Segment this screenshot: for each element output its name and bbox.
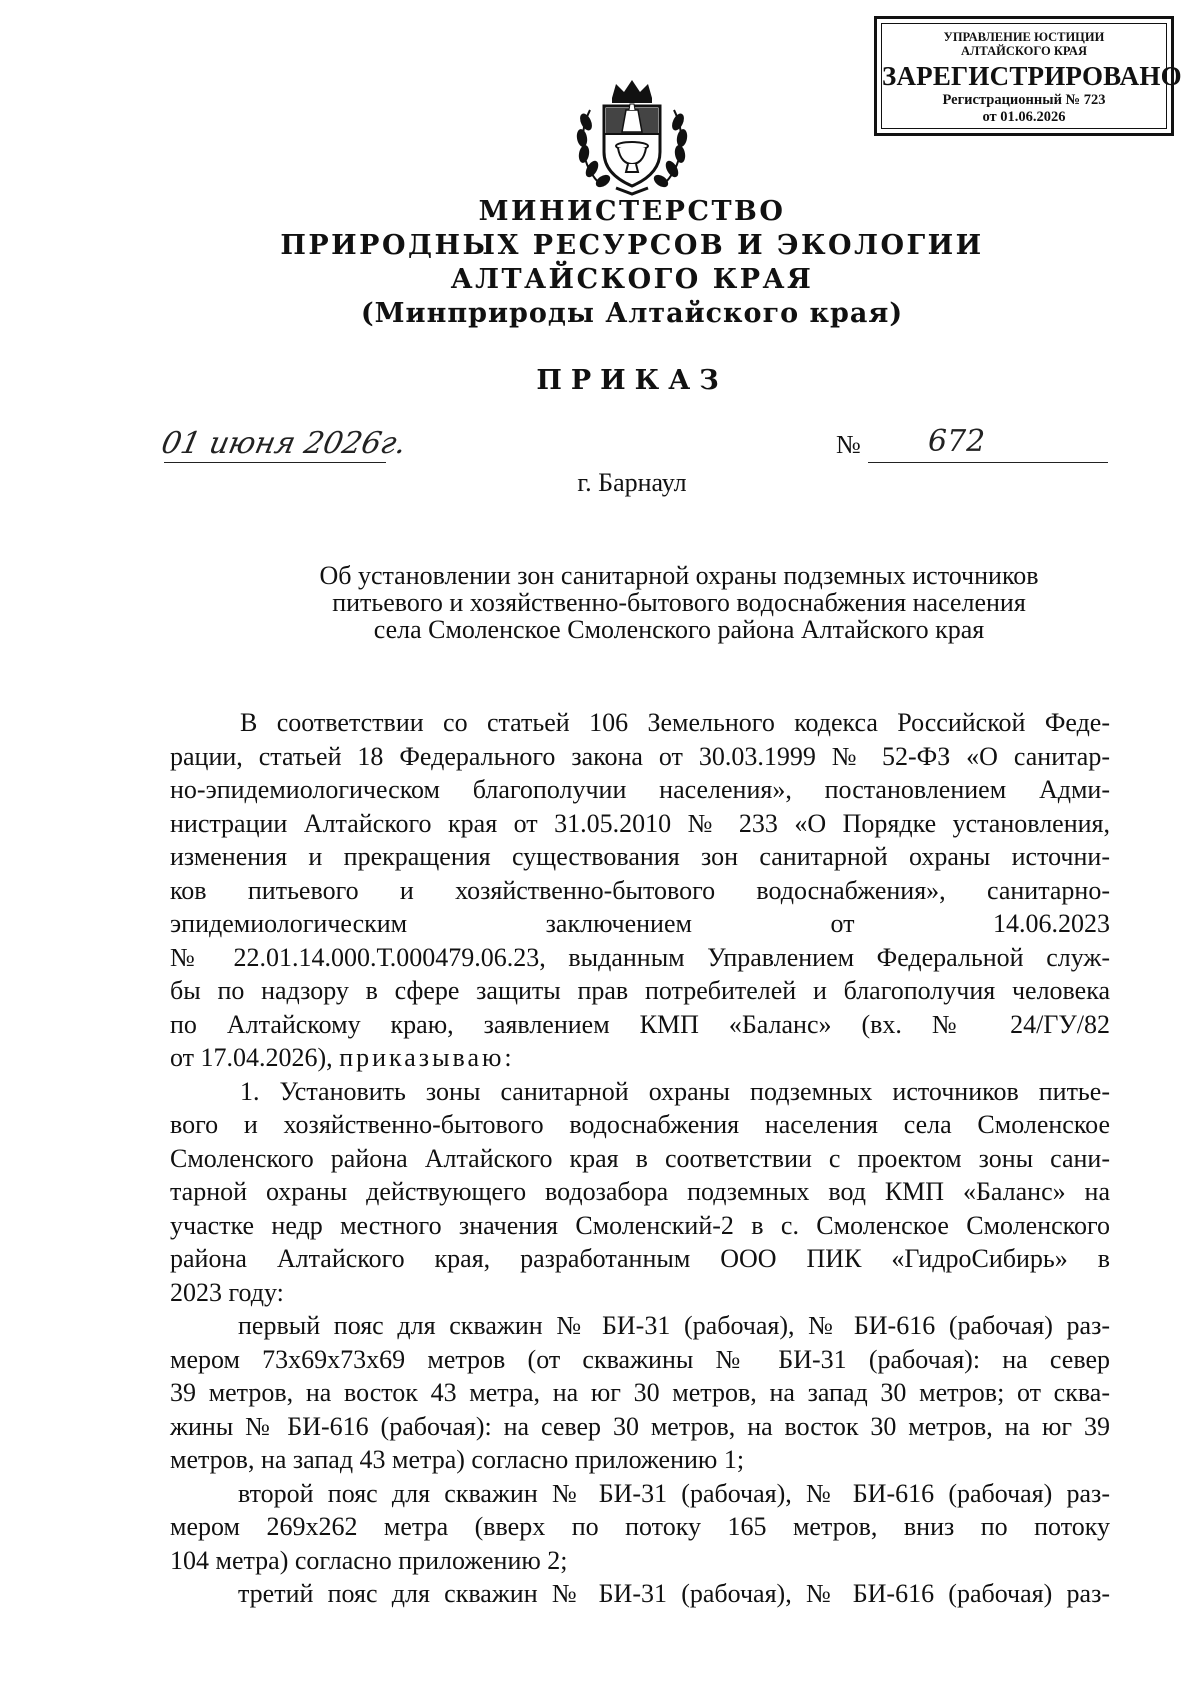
body-line: рации, статьей 18 Федерального закона от 30.03.1999 № 52-ФЗ «О санитар- <box>170 741 1110 771</box>
body-line: третий пояс для скважин № БИ-31 (рабочая), № БИ-616 (рабочая) раз- <box>238 1579 1110 1608</box>
body-line: 1. Установить зоны санитарной охраны подземных источников питье- <box>240 1076 1110 1106</box>
subject-line: Об установлении зон санитарной охраны подземных источников <box>319 561 1039 590</box>
order-date-handwritten: 01 июня 2026г. <box>158 426 410 461</box>
order-subject <box>262 562 1096 643</box>
stamp-reg-number: Регистрационный № 723 <box>942 92 1106 108</box>
body-line <box>170 1041 1110 1075</box>
body-line: 104 метра) согласно приложению 2; <box>170 1545 568 1575</box>
body-line: эпидемиологическим заключением от 14.06.2023 <box>170 909 1110 938</box>
body-line: Смоленского района Алтайского края в соответствии с проектом зоны сани- <box>170 1143 1110 1173</box>
body-line-prefix: от 17.04.2026), <box>170 1043 333 1072</box>
date-underline <box>164 462 386 463</box>
body-line: тарной охраны действующего водозабора подземных вод КМП «Баланс» на <box>170 1177 1110 1206</box>
body-line: района Алтайского края, разработанным ООО ПИК «ГидроСибирь» в <box>170 1244 1110 1273</box>
stamp-organization <box>882 30 1166 58</box>
body-line: 2023 году: <box>170 1277 284 1307</box>
body-line: вого и хозяйственно-бытового водоснабжения населения села Смоленское <box>170 1110 1110 1139</box>
altai-krai-coat-of-arms-icon <box>572 74 692 200</box>
body-line: метров, на запад 43 метра) согласно приложению 1; <box>170 1445 745 1474</box>
body-line: первый пояс для скважин № БИ-31 (рабочая), № БИ-616 (рабочая) раз- <box>238 1311 1110 1340</box>
ministry-short-name: (Минприроды Алтайского края) <box>360 298 904 329</box>
registration-stamp <box>874 16 1182 136</box>
ministry-name-line3: АЛТАЙСКОГО КРАЯ <box>450 264 814 295</box>
order-verb: приказываю: <box>339 1043 515 1072</box>
body-line: по Алтайскому краю, заявлением КМП «Баланс» (вх. № 24/ГУ/82 <box>170 1009 1110 1039</box>
body-line: В соответствии со статьей 106 Земельного кодекса Российской Феде- <box>240 708 1110 737</box>
body-line: жины № БИ-616 (рабочая): на север 30 метров, на восток 30 метров, на юг 39 <box>170 1411 1110 1441</box>
subject-line: села Смоленское Смоленского района Алтайского края <box>373 615 985 644</box>
body-line: но-эпидемиологическом благополучии населения», постановлением Адми- <box>170 775 1110 804</box>
order-number-handwritten: 672 <box>928 424 986 459</box>
body-line: мером 269x262 метра (вверх по потоку 165 метров, вниз по потоку <box>170 1512 1110 1541</box>
body-line: изменения и прекращения существования зон санитарной охраны источни- <box>170 842 1110 871</box>
body-line: ков питьевого и хозяйственно-бытового водоснабжения», санитарно- <box>170 875 1110 905</box>
body-line: мером 73x69x73x69 метров (от скважины № БИ-31 (рабочая): на север <box>170 1344 1110 1374</box>
body-line: нистрации Алтайского края от 31.05.2010 № 233 «О Порядке установления, <box>170 808 1110 838</box>
subject-line: питьевого и хозяйственно-бытового водоснабжения населения <box>332 588 1026 617</box>
body-line: № 22.01.14.000.Т.000479.06.23, выданным Управлением Федеральной служ- <box>170 942 1110 972</box>
body-line: второй пояс для скважин № БИ-31 (рабочая), № БИ-616 (рабочая) раз- <box>238 1478 1110 1508</box>
order-number-label: № <box>836 430 861 459</box>
body-line: участке недр местного значения Смоленский-2 в с. Смоленское Смоленского <box>170 1210 1110 1240</box>
document-type-title: ПРИКАЗ <box>536 365 728 396</box>
body-line: бы по надзору в сфере защиты прав потребителей и благополучия человека <box>170 976 1110 1005</box>
order-city: г. Барнаул <box>577 468 687 497</box>
number-underline <box>868 462 1108 463</box>
ministry-header <box>0 195 1200 331</box>
body-line: 39 метров, на восток 43 метра, на юг 30 метров, на запад 30 метров; от сква- <box>170 1378 1110 1407</box>
stamp-status: ЗАРЕГИСТРИРОВАНО <box>882 61 1182 91</box>
stamp-org-line2: АЛТАЙСКОГО КРАЯ <box>961 44 1087 58</box>
order-body <box>170 706 1110 1611</box>
ministry-name-line2: ПРИРОДНЫХ РЕСУРСОВ И ЭКОЛОГИИ <box>280 230 984 261</box>
ministry-name-line1: МИНИСТЕРСТВО <box>478 196 786 227</box>
stamp-inner-frame <box>881 23 1182 129</box>
stamp-reg-date: от 01.06.2026 <box>982 109 1066 125</box>
stamp-org-line1: УПРАВЛЕНИЕ ЮСТИЦИИ <box>943 30 1105 44</box>
